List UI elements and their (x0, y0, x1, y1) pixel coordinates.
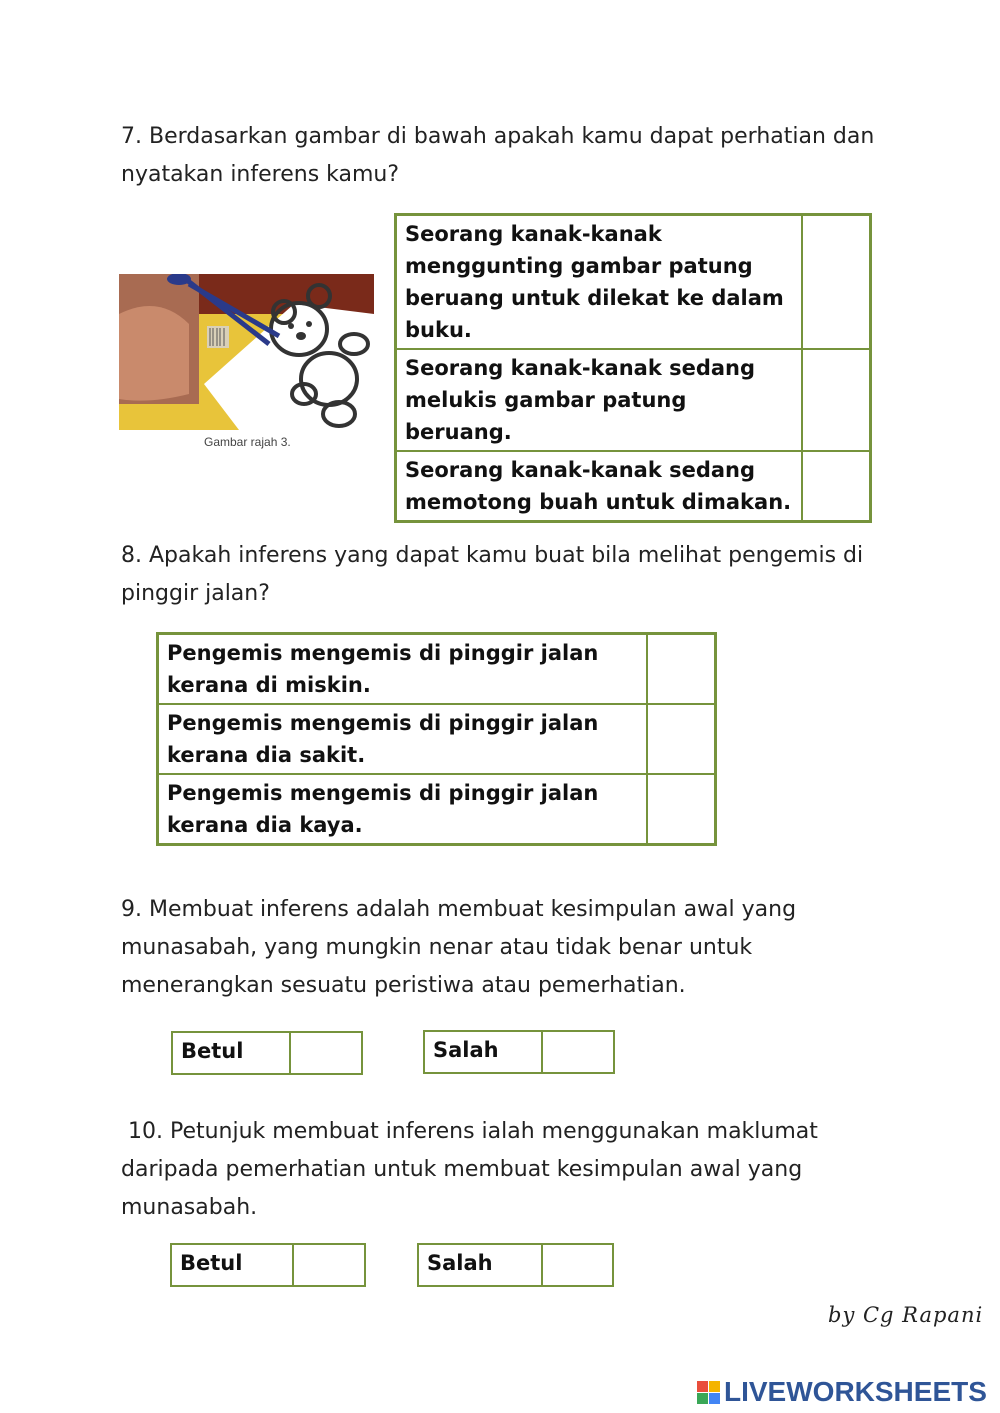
betul-label: Betul (172, 1245, 294, 1285)
question-9-line: munasabah, yang mungkin nenar atau tidak benar untuk (121, 935, 753, 960)
question-8-text (121, 537, 881, 613)
question-10-line: daripada pemerhatian untuk membuat kesimpulan awal yang (121, 1157, 803, 1182)
q10-salah-option (417, 1243, 614, 1287)
teddy-bear-cutting-photo (119, 274, 374, 430)
table-row (396, 451, 871, 522)
figure-caption: Gambar rajah 3. (204, 435, 291, 449)
question-7-options-table (394, 213, 872, 523)
question-7-text (121, 118, 881, 194)
answer-box[interactable] (543, 1032, 613, 1072)
q9-betul-option (171, 1031, 363, 1075)
answer-box[interactable] (802, 451, 871, 522)
answer-box[interactable] (294, 1245, 364, 1285)
question-10-line: 10. Petunjuk membuat inferens ialah menggunakan maklumat (121, 1119, 818, 1144)
table-row (158, 704, 716, 774)
table-row (396, 349, 871, 451)
salah-label: Salah (419, 1245, 543, 1285)
question-9-line: menerangkan sesuatu peristiwa atau pemerhatian. (121, 973, 686, 998)
question-9-text (121, 891, 881, 1005)
question-7-line: 7. Berdasarkan gambar di bawah apakah kamu dapat perhatian dan (121, 124, 875, 149)
option-text: Seorang kanak-kanak sedang memotong buah untuk dimakan. (396, 451, 803, 522)
option-text: Pengemis mengemis di pinggir jalan kerana dia sakit. (158, 704, 648, 774)
answer-box[interactable] (291, 1033, 361, 1073)
q10-betul-option (170, 1243, 366, 1287)
table-row (158, 634, 716, 705)
question-8-line: 8. Apakah inferens yang dapat kamu buat bila melihat pengemis di (121, 543, 864, 568)
option-text: Pengemis mengemis di pinggir jalan kerana di miskin. (158, 634, 648, 705)
question-9-line: 9. Membuat inferens adalah membuat kesimpulan awal yang (121, 897, 797, 922)
answer-box[interactable] (802, 349, 871, 451)
table-row (158, 774, 716, 845)
question-10-line: munasabah. (121, 1195, 258, 1220)
option-text: Seorang kanak-kanak menggunting gambar patung beruang untuk dilekat ke dalam buku. (396, 215, 803, 350)
option-text: Pengemis mengemis di pinggir jalan kerana dia kaya. (158, 774, 648, 845)
answer-box[interactable] (647, 634, 716, 705)
question-8-line: pinggir jalan? (121, 581, 270, 606)
answer-box[interactable] (647, 774, 716, 845)
question-8-options-table (156, 632, 717, 846)
q9-salah-option (423, 1030, 615, 1074)
option-text: Seorang kanak-kanak sedang melukis gambar patung beruang. (396, 349, 803, 451)
betul-label: Betul (173, 1033, 291, 1073)
liveworksheets-icon (697, 1381, 720, 1404)
answer-box[interactable] (802, 215, 871, 350)
question-10-text (121, 1113, 881, 1227)
table-row (396, 215, 871, 350)
salah-label: Salah (425, 1032, 543, 1072)
answer-box[interactable] (543, 1245, 612, 1285)
question-7-line: nyatakan inferens kamu? (121, 162, 400, 187)
answer-box[interactable] (647, 704, 716, 774)
author-credit: by Cg Rapani (828, 1303, 984, 1327)
liveworksheets-logo (697, 1376, 987, 1408)
brand-name: LIVEWORKSHEETS (724, 1376, 987, 1407)
